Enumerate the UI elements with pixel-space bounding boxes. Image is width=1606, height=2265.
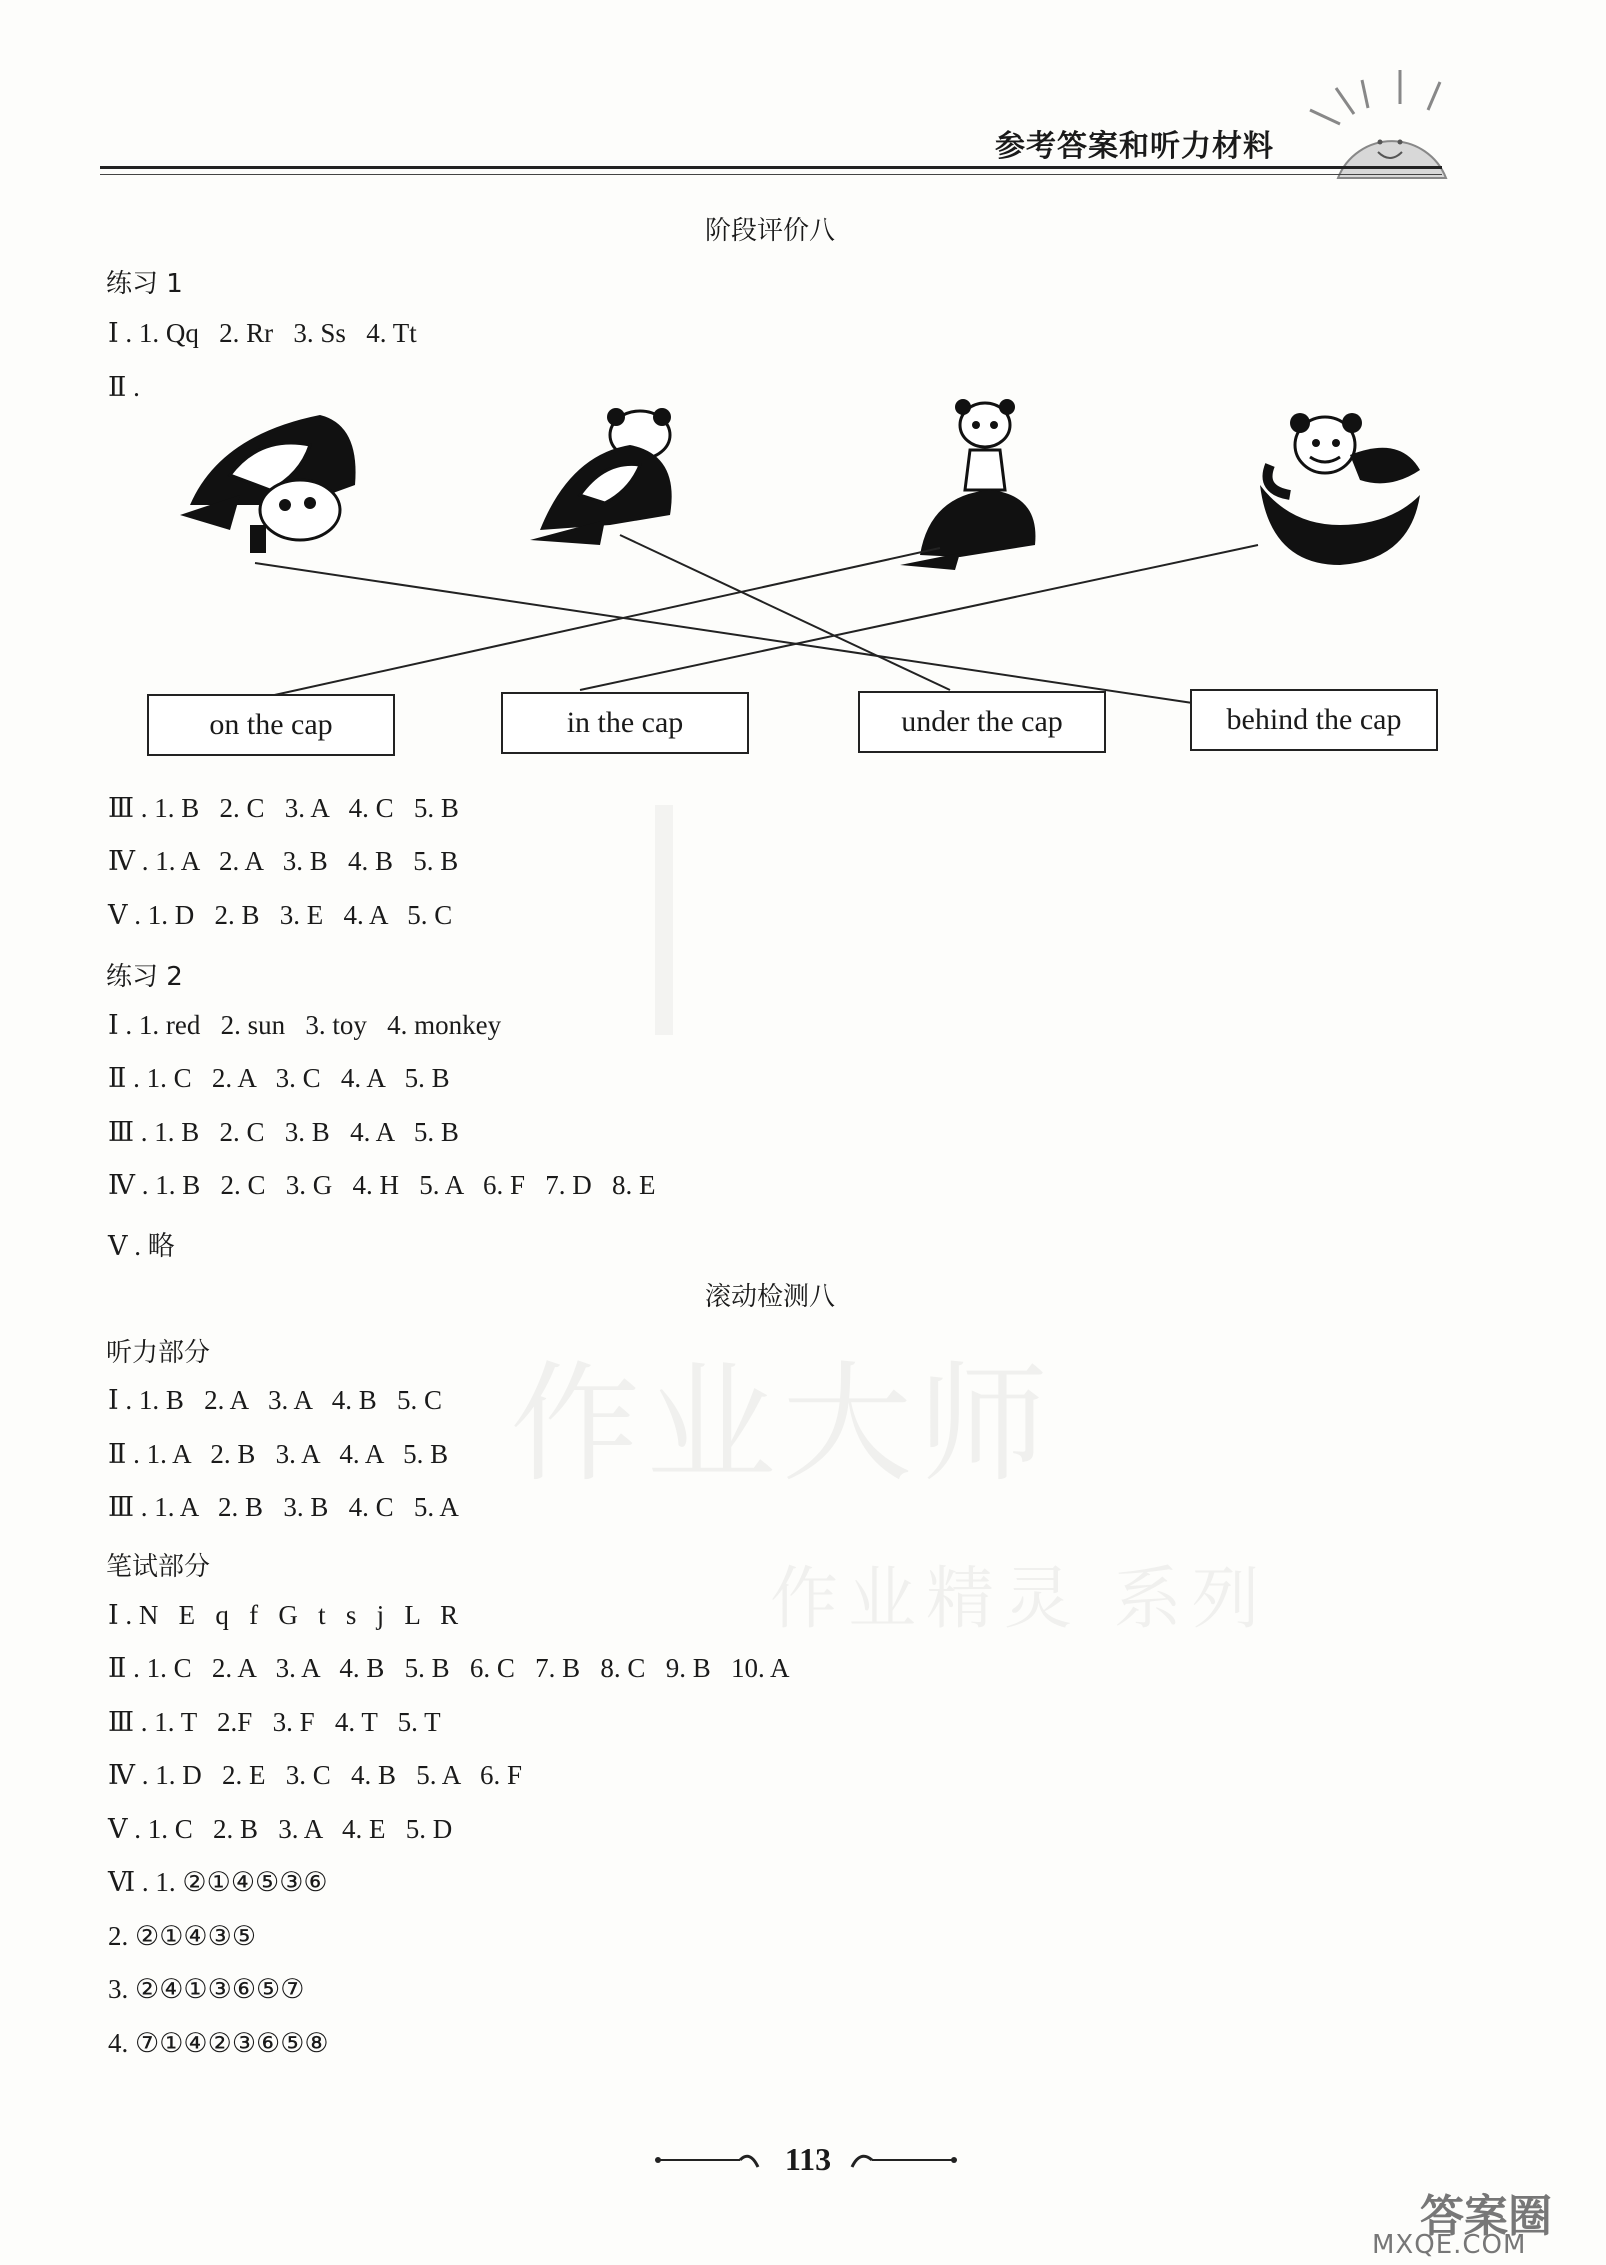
watermark-small: 作业精灵 系列 bbox=[770, 1560, 1270, 1639]
section-title-rolling-test: 滚动检测八 bbox=[704, 1282, 835, 1312]
practice-1-label: 练习 1 bbox=[106, 269, 183, 299]
answer-line: 2. ②①④③⑤ bbox=[108, 1921, 257, 1951]
answer-line: Ⅰ . 1. Qq 2. Rr 3. Ss 4. Tt bbox=[108, 318, 417, 348]
match-box-under-the-cap: under the cap bbox=[858, 691, 1106, 753]
answer-line: Ⅴ . 1. D 2. B 3. E 4. A 5. C bbox=[108, 900, 453, 930]
match-line bbox=[270, 548, 940, 696]
matching-lines bbox=[0, 0, 1606, 800]
corner-logo-url: MXQE.COM bbox=[1372, 2230, 1527, 2260]
answer-line: Ⅲ . 1. A 2. B 3. B 4. C 5. A bbox=[108, 1492, 459, 1522]
corner-logo-mark: 答案圈 bbox=[1420, 2191, 1552, 2242]
watermark-bar bbox=[655, 805, 673, 1035]
page-number: 113 bbox=[784, 2141, 832, 2177]
answer-line: Ⅲ . 1. B 2. C 3. A 4. C 5. B bbox=[108, 793, 459, 823]
answer-line: Ⅳ . 1. D 2. E 3. C 4. B 5. A 6. F bbox=[108, 1760, 523, 1790]
answer-line: Ⅳ . 1. A 2. A 3. B 4. B 5. B bbox=[108, 846, 459, 876]
answer-line: Ⅰ . 1. B 2. A 3. A 4. B 5. C bbox=[108, 1385, 442, 1415]
answer-line: Ⅱ . bbox=[108, 372, 140, 402]
answer-line: Ⅴ . 1. C 2. B 3. A 4. E 5. D bbox=[108, 1814, 453, 1844]
match-box-in-the-cap: in the cap bbox=[501, 692, 749, 754]
match-box-on-the-cap: on the cap bbox=[147, 694, 395, 756]
header-title: 参考答案和听力材料 bbox=[995, 129, 1274, 164]
match-box-behind-the-cap: behind the cap bbox=[1190, 689, 1438, 751]
answer-line: Ⅱ . 1. C 2. A 3. C 4. A 5. B bbox=[108, 1063, 450, 1093]
answer-line: Ⅱ . 1. A 2. B 3. A 4. A 5. B bbox=[108, 1439, 449, 1469]
answer-line: Ⅰ . N E q f G t s j L R bbox=[108, 1600, 459, 1630]
listening-label: 听力部分 bbox=[106, 1338, 211, 1368]
page-number-footer bbox=[640, 2135, 970, 2185]
answer-line: Ⅲ . 1. T 2.F 3. F 4. T 5. T bbox=[108, 1707, 441, 1737]
written-label: 笔试部分 bbox=[106, 1552, 211, 1582]
answer-line: Ⅱ . 1. C 2. A 3. A 4. B 5. B 6. C 7. B 8. C 9. B 10. A bbox=[108, 1653, 790, 1683]
answer-line: Ⅴ . 略 bbox=[108, 1231, 175, 1261]
section-title-stage-eval: 阶段评价八 bbox=[704, 216, 835, 246]
answer-line: Ⅰ . 1. red 2. sun 3. toy 4. monkey bbox=[108, 1010, 502, 1040]
watermark-large: 作业大师 bbox=[510, 1348, 1055, 1500]
answer-line: Ⅲ . 1. B 2. C 3. B 4. A 5. B bbox=[108, 1117, 459, 1147]
answer-line: Ⅵ . 1. ②①④⑤③⑥ bbox=[108, 1867, 328, 1897]
answer-line: 4. ⑦①④②③⑥⑤⑧ bbox=[108, 2028, 329, 2058]
match-line bbox=[620, 535, 950, 690]
match-line bbox=[580, 545, 1258, 690]
answer-line: 3. ②④①③⑥⑤⑦ bbox=[108, 1974, 305, 2004]
answer-line: Ⅳ . 1. B 2. C 3. G 4. H 5. A 6. F 7. D 8. E bbox=[108, 1170, 656, 1200]
practice-2-label: 练习 2 bbox=[106, 962, 183, 992]
